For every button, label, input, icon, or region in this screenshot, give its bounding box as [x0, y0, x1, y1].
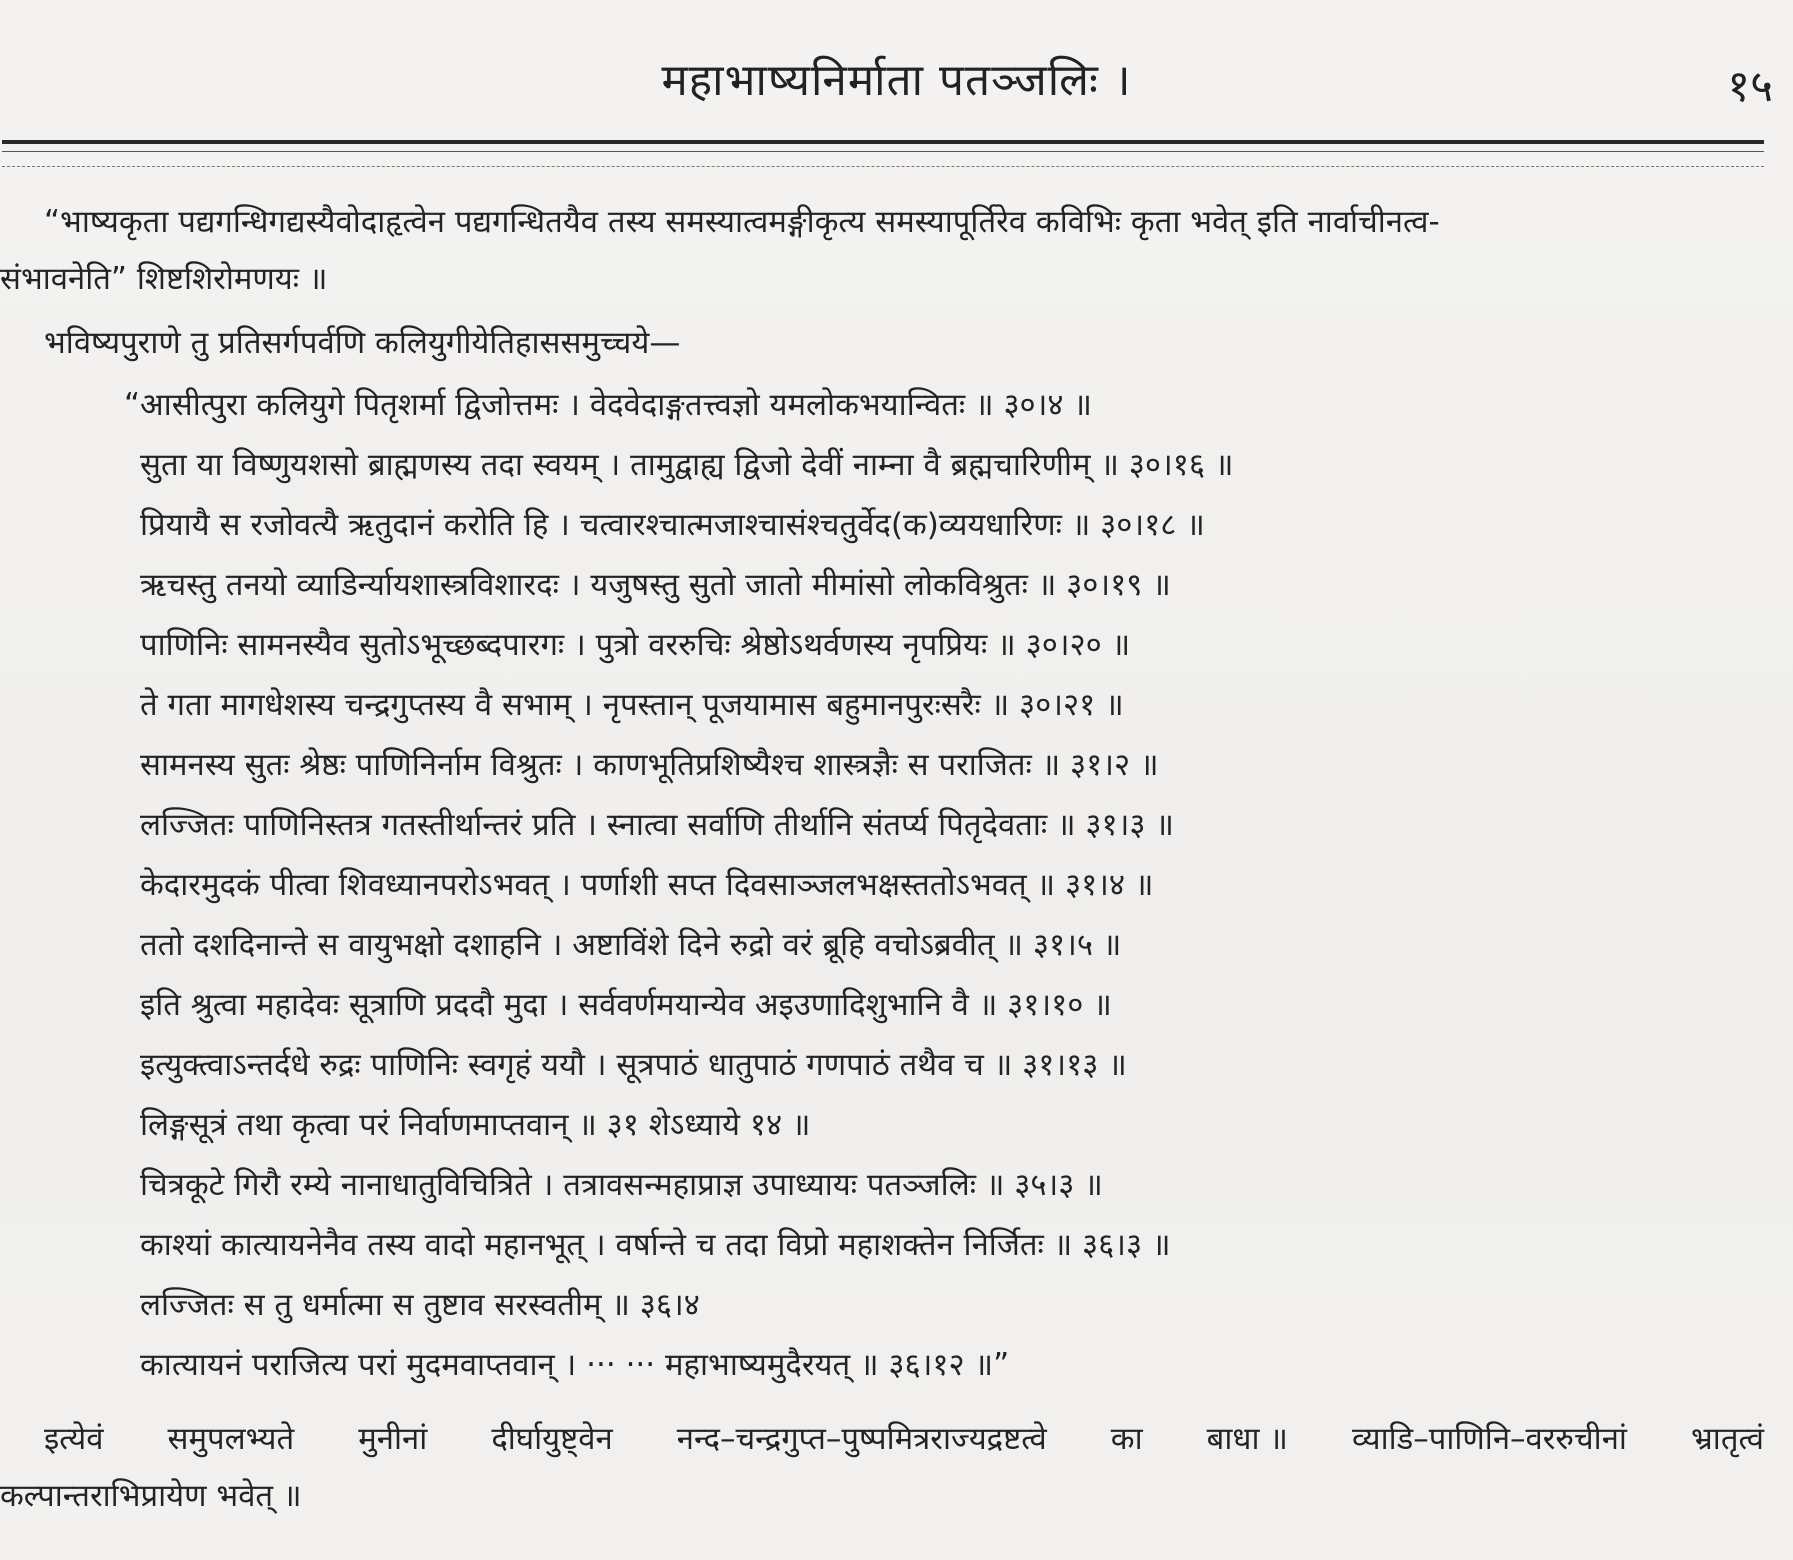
verse-line: सामनस्य सुतः श्रेष्ठः पाणिनिर्नाम विश्रुतः । काणभूतिप्रशिष्यैश्च शास्त्रज्ञैः स पराजितः ॥ ३१।२ ॥ — [140, 747, 1159, 783]
outro-line-2: कल्पान्तराभिप्रायेण भवेत् ॥ — [0, 1478, 302, 1514]
verse-line: लिङ्गसूत्रं तथा कृत्वा परं निर्वाणमाप्तवान् ॥ ३१ शेऽध्याये १४ ॥ — [140, 1107, 811, 1143]
outro-word: मुनीनां — [358, 1421, 428, 1457]
verse-line: पाणिनिः सामनस्यैव सुतोऽभूच्छब्दपारगः । पुत्रो वररुचिः श्रेष्ठोऽथर्वणस्य नृपप्रियः ॥ ३०।२० ॥ — [140, 627, 1131, 663]
verse-line: केदारमुदकं पीत्वा शिवध्यानपरोऽभवत् । पर्णाशी सप्त दिवसाञ्जलभक्षस्ततोऽभवत् ॥ ३१।४ ॥ — [140, 867, 1154, 903]
verse-line: लज्जितः स तु धर्मात्मा स तुष्टाव सरस्वतीम् ॥ ३६।४ — [140, 1287, 700, 1323]
verse-line: लज्जितः पाणिनिस्तत्र गतस्तीर्थान्तरं प्रति । स्नात्वा सर्वाणि तीर्थानि संतर्प्य पितृदेवताः ॥ ३१।३ ॥ — [140, 807, 1174, 843]
intro-line-1: “भाष्यकृता पद्यगन्धिगद्यस्यैवोदाहृत्वेन पद्यगन्धितयैव तस्य समस्यात्वमङ्गीकृत्य समस्यापूर्तिरेव कविभिः कृता भवेत् इति नार्वाचीनत्व- — [44, 204, 1440, 240]
running-title: महाभाष्यनिर्माता पतञ्जलिः । — [661, 55, 1132, 106]
intro-line-2: संभावनेति” शिष्टशिरोमणयः ॥ — [0, 261, 328, 297]
verse-line: कात्यायनं पराजित्य परां मुदमवाप्तवान् । ··· ··· महाभाष्यमुदैरयत् ॥ ३६।१२ ॥” — [140, 1347, 1010, 1383]
verse-line: ततो दशदिनान्ते स वायुभक्षो दशाहनि । अष्टाविंशे दिने रुद्रो वरं ब्रूहि वचोऽब्रवीत् ॥ ३१।५ ॥ — [140, 927, 1122, 963]
verse-line: “आसीत्पुरा कलियुगे पितृशर्मा द्विजोत्तमः । वेदवेदाङ्गतत्त्वज्ञो यमलोकभयान्वितः ॥ ३०।४ ॥ — [124, 387, 1092, 423]
verse-line: काश्यां कात्यायनेनैव तस्य वादो महानभूत् । वर्षान्ते च तदा विप्रो महाशक्तेन निर्जितः ॥ ३६।३ ॥ — [140, 1227, 1171, 1263]
verse-line: प्रियायै स रजोवत्यै ऋतुदानं करोति हि । चत्वारश्चात्मजाश्चासंश्चतुर्वेद(क)व्ययधारिणः ॥ ३०।१८ ॥ — [140, 507, 1205, 543]
verse-line: ऋचस्तु तनयो व्याडिर्न्यायशास्त्रविशारदः । यजुषस्तु सुतो जातो मीमांसो लोकविश्रुतः ॥ ३०।१९ ॥ — [140, 567, 1171, 603]
verse-line: इत्युक्त्वाऽन्तर्दधे रुद्रः पाणिनिः स्वगृहं ययौ । सूत्रपाठं धातुपाठं गणपाठं तथैव च ॥ ३१।१३ ॥ — [140, 1047, 1127, 1083]
outro-word: नन्द–चन्द्रगुप्त–पुष्पमित्रराज्यद्रष्टत्वे — [676, 1421, 1047, 1457]
outro-word: दीर्घायुष्ट्वेन — [491, 1421, 613, 1457]
outro-word: समुपलभ्यते — [167, 1421, 295, 1457]
outro-line-1 — [44, 1419, 1764, 1459]
intro-line-3: भविष्यपुराणे तु प्रतिसर्गपर्वणि कलियुगीयेतिहाससमुच्चये— — [44, 325, 681, 361]
outro-word: का — [1110, 1421, 1143, 1457]
verse-line: चित्रकूटे गिरौ रम्ये नानाधातुविचित्रिते । तत्रावसन्महाप्राज्ञ उपाध्यायः पतञ्जलिः ॥ ३५।३ ॥ — [140, 1167, 1103, 1203]
outro-word: भ्रातृत्वं — [1691, 1421, 1764, 1457]
outro-word: इत्येवं — [44, 1421, 104, 1457]
verse-line: सुता या विष्णुयशसो ब्राह्मणस्य तदा स्वयम् । तामुद्वाह्य द्विजो देवीं नाम्ना वै ब्रह्मचारिणीम् ॥ ३०।१६ ॥ — [140, 447, 1234, 483]
page-number: १५ — [1727, 61, 1773, 112]
verse-line: इति श्रुत्वा महादेवः सूत्राणि प्रददौ मुदा । सर्ववर्णमयान्येव अइउणादिशुभानि वै ॥ ३१।१० ॥ — [140, 987, 1112, 1023]
verse-line: ते गता मागधेशस्य चन्द्रगुप्तस्य वै सभाम् । नृपस्तान् पूजयामास बहुमानपुरःसरैः ॥ ३०।२१ ॥ — [140, 687, 1124, 723]
outro-word: व्याडि–पाणिनि–वररुचीनां — [1351, 1421, 1627, 1457]
outro-word: बाधा ॥ — [1206, 1421, 1288, 1457]
